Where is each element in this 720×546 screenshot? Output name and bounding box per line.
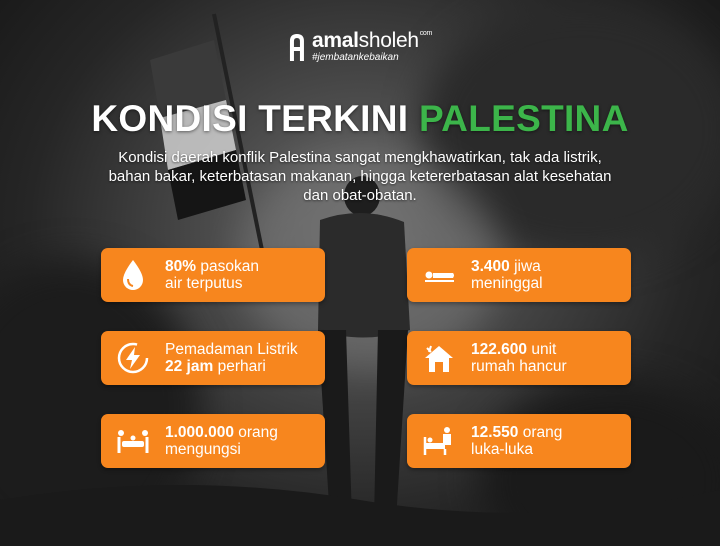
lying-person-icon: [415, 248, 463, 302]
stat-value: 80%: [165, 258, 197, 275]
page-title: [0, 98, 720, 140]
logo-tagline: #jembatankebaikan: [311, 52, 399, 63]
stat-label: luka-luka: [471, 441, 534, 458]
stat-text: [471, 424, 562, 458]
logo-brand-bold: amal: [311, 29, 359, 52]
stretcher-icon: [109, 414, 157, 468]
stat-text: [165, 258, 259, 292]
stat-card-water: [101, 248, 325, 302]
title-accent: PALESTINA: [418, 98, 629, 139]
water-drop-icon: [109, 248, 157, 302]
stat-label: meninggal: [471, 275, 543, 292]
logo-brand-light: sholeh: [358, 29, 419, 52]
stat-card-electricity: [101, 331, 325, 385]
stat-label: jiwa: [509, 258, 541, 275]
stat-label: perhari: [213, 358, 266, 375]
subtitle: Kondisi daerah konflik Palestina sangat mengkhawatirkan, tak ada listrik, bahan bakar, keterbatasan makanan, hingga ketererbatasan alat kesehatan dan obat-obatan.: [108, 149, 612, 204]
stat-label: unit: [527, 341, 557, 358]
stat-card-refugees: [101, 414, 325, 468]
stat-value: 22 jam: [165, 358, 214, 375]
stat-label: orang: [233, 424, 278, 441]
amalsholeh-logo-icon: [288, 33, 306, 61]
stat-value: 12.550: [471, 424, 519, 441]
stat-value: 1.000.000: [165, 424, 234, 441]
stat-value: 122.600: [471, 341, 528, 358]
stat-card-deaths: [407, 248, 631, 302]
brand-logo: [288, 30, 432, 63]
title-main: KONDISI TERKINI: [91, 98, 409, 139]
logo-brand-name: [312, 30, 432, 51]
lightning-icon: [109, 331, 157, 385]
stat-text: [471, 341, 567, 375]
stat-label: Pemadaman Listrik: [165, 341, 298, 358]
stat-label: pasokan: [196, 258, 259, 275]
collapsed-house-icon: [415, 331, 463, 385]
stat-label: orang: [518, 424, 563, 441]
stat-value: 3.400: [471, 258, 510, 275]
stat-label: air terputus: [165, 275, 243, 292]
stat-label: mengungsi: [165, 441, 241, 458]
stat-label: rumah hancur: [471, 358, 567, 375]
stat-card-injured: [407, 414, 631, 468]
stat-text: [471, 258, 543, 292]
logo-brand-sup: com: [419, 30, 433, 37]
stat-card-houses: [407, 331, 631, 385]
stat-text: [165, 424, 278, 458]
stat-text: [165, 341, 298, 375]
hospital-bed-icon: [415, 414, 463, 468]
